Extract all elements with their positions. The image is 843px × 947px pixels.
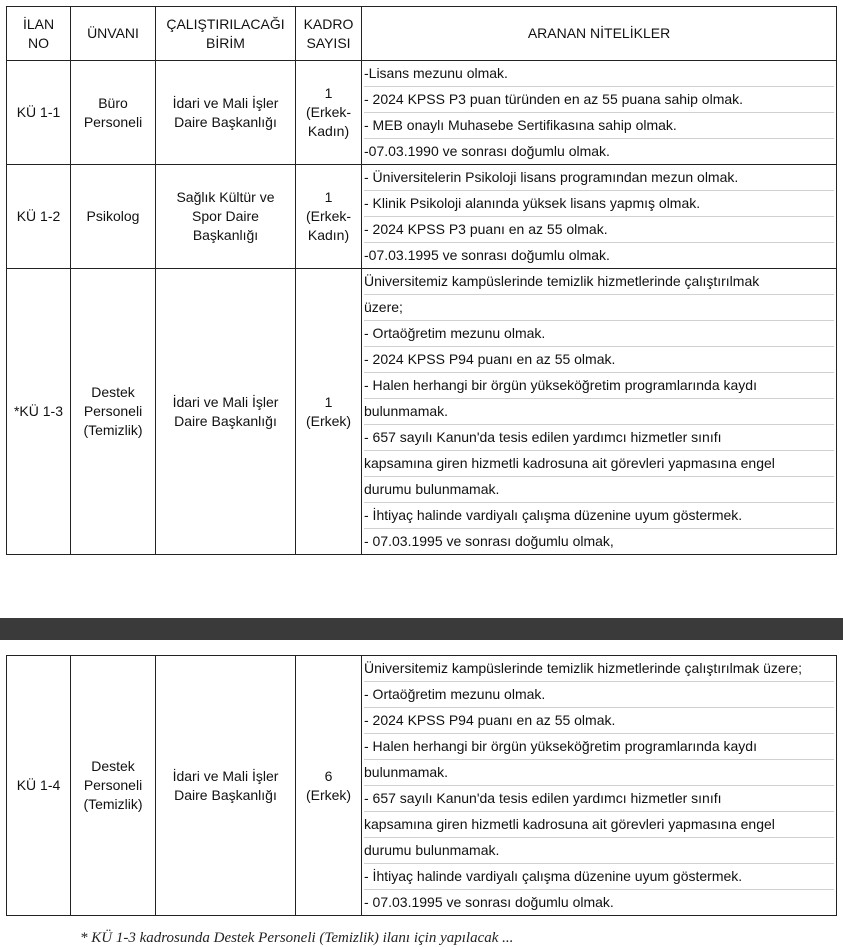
header-row xyxy=(7,7,837,61)
requirement-line: -07.03.1990 ve sonrası doğumlu olmak. xyxy=(364,143,610,159)
requirement-line: durumu bulunmamak. xyxy=(364,477,834,503)
positions-table xyxy=(6,6,837,555)
ilan-no-cell: *KÜ 1-3 xyxy=(7,269,71,555)
nitelikler-cell xyxy=(362,61,837,165)
table-row xyxy=(7,269,837,555)
ilan-no-cell: KÜ 1-1 xyxy=(7,61,71,165)
requirement-line: - İhtiyaç halinde vardiyalı çalışma düzenine uyum göstermek. xyxy=(364,503,834,529)
ilan-no-cell: KÜ 1-4 xyxy=(7,656,71,916)
requirement-line: kapsamına giren hizmetli kadrosuna ait görevleri yapmasına engel xyxy=(364,451,834,477)
requirement-line: - Halen herhangi bir örgün yükseköğretim programlarında kaydı xyxy=(364,373,834,399)
header-birim: ÇALIŞTIRILACAĞI BİRİM xyxy=(156,7,296,61)
requirement-line: kapsamına giren hizmetli kadrosuna ait görevleri yapmasına engel xyxy=(364,812,834,838)
requirement-line: - İhtiyaç halinde vardiyalı çalışma düzenine uyum göstermek. xyxy=(364,864,834,890)
requirement-line: - 657 sayılı Kanun'da tesis edilen yardımcı hizmetler sınıfı xyxy=(364,425,834,451)
nitelikler-cell xyxy=(362,269,837,555)
requirement-line: - 2024 KPSS P3 puanı en az 55 olmak. xyxy=(364,217,834,243)
requirement-line: - Üniversitelerin Psikoloji lisans programından mezun olmak. xyxy=(364,165,834,191)
requirement-line: -07.03.1995 ve sonrası doğumlu olmak. xyxy=(364,247,610,263)
requirement-line: - 657 sayılı Kanun'da tesis edilen yardımcı hizmetler sınıfı xyxy=(364,786,834,812)
positions-table-continued xyxy=(6,655,837,916)
requirement-line: bulunmamak. xyxy=(364,399,834,425)
requirement-line: - Halen herhangi bir örgün yükseköğretim programlarında kaydı xyxy=(364,734,834,760)
nitelikler-cell xyxy=(362,656,837,916)
table-row xyxy=(7,656,837,916)
requirement-line: - 2024 KPSS P3 puan türünden en az 55 puana sahip olmak. xyxy=(364,87,834,113)
requirement-line: - Ortaöğretim mezunu olmak. xyxy=(364,321,834,347)
unvan-cell: Büro Personeli xyxy=(71,61,156,165)
kadro-cell: 1 (Erkek- Kadın) xyxy=(296,165,362,269)
footer-note: * KÜ 1-3 kadrosunda Destek Personeli (Temizlik) ilanı için yapılacak ... xyxy=(80,930,514,946)
header-ilan-no: İLAN NO xyxy=(7,7,71,61)
birim-cell: İdari ve Mali İşler Daire Başkanlığı xyxy=(156,656,296,916)
header-aranan-nitelikler: ARANAN NİTELİKLER xyxy=(362,7,837,61)
kadro-cell: 1 (Erkek) xyxy=(296,269,362,555)
requirement-line: - 07.03.1995 ve sonrası doğumlu olmak, xyxy=(364,533,614,549)
birim-cell: İdari ve Mali İşler Daire Başkanlığı xyxy=(156,61,296,165)
unvan-cell: Destek Personeli (Temizlik) xyxy=(71,269,156,555)
requirement-line: durumu bulunmamak. xyxy=(364,838,834,864)
requirement-line: - MEB onaylı Muhasebe Sertifikasına sahip olmak. xyxy=(364,113,834,139)
requirement-line: bulunmamak. xyxy=(364,760,834,786)
birim-cell: Sağlık Kültür ve Spor Daire Başkanlığı xyxy=(156,165,296,269)
requirement-line: üzere; xyxy=(364,295,834,321)
header-kadro-sayisi: KADRO SAYISI xyxy=(296,7,362,61)
header-unvani: ÜNVANI xyxy=(71,7,156,61)
kadro-cell: 6 (Erkek) xyxy=(296,656,362,916)
requirement-line: - Ortaöğretim mezunu olmak. xyxy=(364,682,834,708)
unvan-cell: Destek Personeli (Temizlik) xyxy=(71,656,156,916)
kadro-cell: 1 (Erkek- Kadın) xyxy=(296,61,362,165)
ilan-no-cell: KÜ 1-2 xyxy=(7,165,71,269)
table-row xyxy=(7,165,837,269)
birim-cell: İdari ve Mali İşler Daire Başkanlığı xyxy=(156,269,296,555)
requirement-line: - 2024 KPSS P94 puanı en az 55 olmak. xyxy=(364,708,834,734)
page-divider xyxy=(0,618,843,640)
requirement-line: Üniversitemiz kampüslerinde temizlik hizmetlerinde çalıştırılmak xyxy=(364,269,834,295)
requirement-line: - Klinik Psikoloji alanında yüksek lisans yapmış olmak. xyxy=(364,191,834,217)
requirement-line: -Lisans mezunu olmak. xyxy=(364,61,834,87)
unvan-cell: Psikolog xyxy=(71,165,156,269)
requirement-line: - 07.03.1995 ve sonrası doğumlu olmak. xyxy=(364,894,614,910)
nitelikler-cell xyxy=(362,165,837,269)
requirement-line: Üniversitemiz kampüslerinde temizlik hizmetlerinde çalıştırılmak üzere; xyxy=(364,656,834,682)
table-row xyxy=(7,61,837,165)
requirement-line: - 2024 KPSS P94 puanı en az 55 olmak. xyxy=(364,347,834,373)
